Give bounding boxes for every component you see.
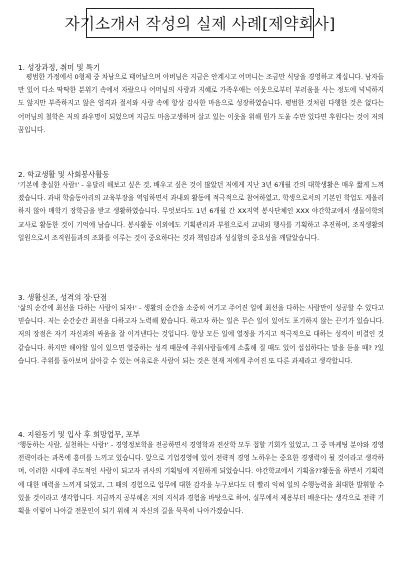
section-body-school: '기본에 충실한 사람!' - 유달리 해보고 싶은 것, 배우고 싶은 것이 많았던 저에게 지난 3년 6개월 간의 대학생활은 매우 짧게 느껴졌습니다. 과내 학술동아리의 교육부장을 역임하면서 과내외 활동에 적극적으로 참여하였고, 학생으로서의 기본인 학업도 게을리 하지 않아 매학기 장학금을 받고 생활하였습니다. 무엇보다도 1년 6개월 간 XX지역 봉사단체인 XXX 야간학교에서 생물이학의 교사로 활동한 것이 기억에 남습니다. 봉사활동 이외에도 기획관리과 부원으로서 교내외 행사를 기획하고 추진하며, 조직생활의 일원으로서 조직원들과의 조화를 이루는 것이 중요하다는 것과 책임감과 성실함의 중요성을 깨달았습니다. xyxy=(18,181,384,242)
section-heading-motivation: 4. 지원동기 및 입사 후 희망업무, 포부 xyxy=(18,430,140,439)
section-body-motivation: '행동하는 사람, 실천하는 사람!' - 경영정보학을 전공하면서 경영학과 전산학 모두 접할 기회가 있었고, 그 중 마케팅 분야와 경영전략이라는 과목에 흥미를 느끼고 있습니다. 앞으로 기업경영에 있어 전략적 경영 노하우는 중요한 경쟁력이 될 것이라고 생각하며, 이러한 시대에 주도적인 사람이 되고자 귀사의 기획팀에 지원하게 되었습니다. 야간학교에서 기획을??활동을 하면서 기획력에 대한 매력을 느끼게 되었고, 그 때의 경험으로 업무에 대한 감각을 누구보다도 더 빨리 익혀 일의 수행능력을 최대한 발휘할 수 있을 것이라고 생각합니다. 지금까지 공부해온 저의 지식과 경험을 바탕으로 하여, 실무에서 제용부터 배운다는 생각으로 전략 기획을 이렇어 나아갈 전문인이 되기 위해 저 자신의 길을 묵묵히 나아가겠습니다. xyxy=(18,441,384,516)
section-body-character: '삶의 순간에 최선을 다하는 사람이 되자!' - 생활의 순간을 소중히 여기고 주어진 일에 최선을 다하는 사람만이 성공할 수 있다고 믿습니다. 저는 순간순간 최선을 다하고자 노력해 왔습니다. 하고자 하는 일은 무슨 일이 있어도 포기하지 않는 끈기가 있습니다. 저의 장점은 자기 자신과의 싸움을 잘 이겨낸다는 것입니다. 항상 모든 일에 열정을 가지고 적극적으로 대하는 성격이 비결인 것 같습니다. 하지만 해야할 일이 있으면 열중하는 성격 때문에 주위사람들에게 소홀해 질 때도 있어 섭섭하다는 말을 듣을 때? ?있습니다. 주위를 돌아보며 살아갈 수 있는 여유로운 사람이 되는 것은 현재 저에게 주어진 또 다른 과제라고 생각합니다. xyxy=(18,304,384,365)
document-title: 자기소개서 작성의 실제 사례[제약회사] xyxy=(86,8,314,38)
section-heading-school: 2. 학교생활 및 사회봉사활동 xyxy=(18,170,110,179)
section-heading-growth: 1. 성장과정, 취미 및 특기 xyxy=(18,63,100,72)
section-heading-character: 3. 생활신조, 성격의 장·단점 xyxy=(18,293,108,302)
section-body-growth: 평범한 가정에서 0형제 중 차남으로 태어났으며 아버님은 지금은 안계시고 어머니는 조금만 식당을 경영하고 계십니다. 남자들만 있어 다소 딱딱한 분위기 속에서 자랐으나 어머님의 사랑과 지혜로 가족우애는 이웃으로부터 부러움을 사는 정도에 넉넉하지도 않지만 부족하지고 않은 엄격과 절서와 사랑 속에 항상 감사한 마음으로 성장하였습니다. 평범한 것처럼 다행한 것은 없다는 어머님의 철학은 저의 좌우명이 되었으며 지금도 마음고생하며 살고 있는 이웃을 위해 뭔가 도울 수만 있다면 후원다는 것이 저의 꿈입니다. xyxy=(18,73,384,134)
